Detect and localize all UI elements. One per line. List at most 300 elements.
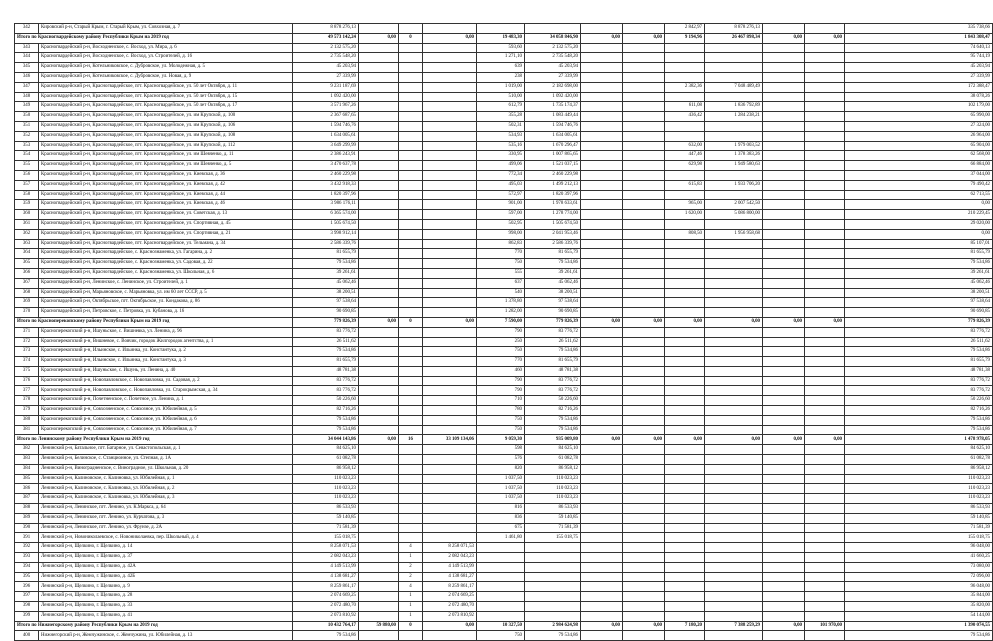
cell-col-q: 8 258 071,53 — [423, 543, 477, 553]
cell-col-z: 335 738,66 — [845, 24, 993, 34]
cell-col-p — [399, 141, 423, 151]
cell-col-x — [763, 357, 805, 367]
cell-col-p — [399, 112, 423, 122]
cell-col-q — [423, 131, 477, 141]
cell-area-b — [665, 170, 705, 180]
cell-col-p — [399, 288, 423, 298]
cell-col-q — [423, 494, 477, 504]
cell-area-b — [665, 357, 705, 367]
cell-area-b — [665, 131, 705, 141]
cell-area-b: 965,00 — [665, 200, 705, 210]
cell-col-y — [805, 553, 845, 563]
cell-address: Ленинский р-н, Ленинское, пгт. Ленино, ул. Фрунзе, д. 2А — [39, 523, 293, 533]
cell-row-number: 384 — [15, 464, 39, 474]
cell-col-q — [423, 288, 477, 298]
cell-cost-b — [705, 582, 763, 592]
cell-cost-b: 0,00 — [705, 317, 763, 327]
cell-cost-b: 7 048 489,49 — [705, 82, 763, 92]
cell-row-number: 365 — [15, 259, 39, 269]
cell-col-z: 79 534,86 — [845, 259, 993, 269]
cell-col-x — [763, 484, 805, 494]
table-row — [15, 445, 993, 455]
cell-col-o — [359, 210, 399, 220]
cell-col-u — [623, 278, 665, 288]
cell-col-z: 66 884,00 — [845, 161, 993, 171]
table-row — [15, 190, 993, 200]
cell-cost-b — [705, 396, 763, 406]
cell-row-number: 354 — [15, 151, 39, 161]
cell-col-y — [805, 337, 845, 347]
cell-col-o — [359, 161, 399, 171]
cell-col-o — [359, 298, 399, 308]
cell-col-p — [399, 445, 423, 455]
cell-row-number: 344 — [15, 53, 39, 63]
cell-col-u — [623, 415, 665, 425]
cell-col-p: 0 — [399, 317, 423, 327]
cell-col-x — [763, 347, 805, 357]
cell-col-u — [623, 582, 665, 592]
cell-total-cost: 3 432 918,33 — [293, 180, 359, 190]
cell-col-u — [623, 562, 665, 572]
cell-col-y — [805, 357, 845, 367]
cell-cost-b — [705, 415, 763, 425]
cell-col-p — [399, 121, 423, 131]
cell-area-a: 502,31 — [477, 121, 525, 131]
cell-total-cost: 79 534,86 — [293, 415, 359, 425]
cell-col-t — [581, 513, 623, 523]
cell-col-x — [763, 170, 805, 180]
cell-col-z: 97 538,64 — [845, 298, 993, 308]
cell-col-y — [805, 582, 845, 592]
cell-area-b — [665, 533, 705, 543]
cell-col-q — [423, 53, 477, 63]
cell-row-number: 387 — [15, 494, 39, 504]
cell-address: Ленинский р-н, Щелкино, г. Щелкино, д. 14 — [39, 543, 293, 553]
cell-address: Ленинский р-н, Щелкино, г. Щелкино, д. 28 — [39, 592, 293, 602]
cell-row-number: 375 — [15, 366, 39, 376]
cell-area-a: 750 — [477, 259, 525, 269]
cell-col-z: 102 179,00 — [845, 102, 993, 112]
cell-cost-a: 1 978 633,61 — [525, 200, 581, 210]
cell-total-cost: 27 339,99 — [293, 72, 359, 82]
cell-address: Красноперекопский р-н, Новопавловское, с. Новопавловка, ул. Старокрымская, д. 34 — [39, 386, 293, 396]
cell-cost-a: 39 261,61 — [525, 268, 581, 278]
cell-col-q — [423, 357, 477, 367]
cell-cost-a: 2 460 229,98 — [525, 170, 581, 180]
cell-col-y — [805, 523, 845, 533]
cell-col-t — [581, 602, 623, 612]
cell-col-u — [623, 259, 665, 269]
cell-cost-b — [705, 121, 763, 131]
cell-area-a: 1 271,10 — [477, 53, 525, 63]
cell-col-x — [763, 239, 805, 249]
cell-cost-b — [705, 474, 763, 484]
cell-cost-a: 83 776,72 — [525, 327, 581, 337]
cell-total-cost: 79 534,86 — [293, 631, 359, 641]
cell-col-q — [423, 249, 477, 259]
cell-address: Красногвардейский р-н, Красногвардейское, пгт. Красногвардейское, ул. Киевская, д. 44 — [39, 190, 293, 200]
cell-col-y — [805, 455, 845, 465]
cell-cost-b — [705, 543, 763, 553]
cell-cost-a: 83 776,72 — [525, 376, 581, 386]
cell-address: Красноперекопский р-н, Совхозненское, с. Совхозное, ул. Юбилейная, д. 5 — [39, 406, 293, 416]
cell-col-o — [359, 415, 399, 425]
cell-col-q — [423, 504, 477, 514]
cell-area-a: 572,97 — [477, 190, 525, 200]
cell-col-t — [581, 112, 623, 122]
cell-col-x — [763, 288, 805, 298]
cell-row-number: 367 — [15, 278, 39, 288]
cell-address: Ленинский р-н, Калиновское, с. Калиновка, ул. Юбилейная, д. 1 — [39, 474, 293, 484]
cell-col-z: 65 990,00 — [845, 112, 993, 122]
cell-cost-b — [705, 92, 763, 102]
cell-cost-b — [705, 533, 763, 543]
cell-total-cost: 83 776,72 — [293, 386, 359, 396]
cell-col-z: 73 080,00 — [845, 562, 993, 572]
cell-col-o — [359, 347, 399, 357]
table-row — [15, 357, 993, 367]
cell-col-z: 83 776,72 — [845, 376, 993, 386]
cell-address: Красногвардейский р-н, Восходненское, с. Восход, ул. Мира, д. 6 — [39, 43, 293, 53]
cell-cost-a: 2 586 339,76 — [525, 239, 581, 249]
cell-col-z: 79 534,86 — [845, 347, 993, 357]
cell-col-q — [423, 24, 477, 34]
cell-address: Красногвардейский р-н, Красногвардейское, пгт. Красногвардейское, ул. 50 лет Октября, д. 15 — [39, 92, 293, 102]
cell-area-a: 9 059,30 — [477, 435, 525, 445]
cell-col-x: 0,00 — [763, 621, 805, 631]
cell-col-u — [623, 347, 665, 357]
cell-col-p — [399, 631, 423, 641]
cell-col-t — [581, 200, 623, 210]
cell-address: Ленинский р-н, Ленинское, пгт. Ленино, ул. К.Маркса, д. 64 — [39, 504, 293, 514]
cell-row-number: 349 — [15, 102, 39, 112]
cell-col-t — [581, 582, 623, 592]
cell-col-y — [805, 288, 845, 298]
cell-col-o — [359, 151, 399, 161]
cell-col-q — [423, 239, 477, 249]
cell-area-a: 780 — [477, 406, 525, 416]
cell-address: Ленинский р-н, Щелкино, г. Щелкино, д. 37 — [39, 553, 293, 563]
cell-area-a: 499,06 — [477, 161, 525, 171]
cell-col-q — [423, 63, 477, 73]
cell-cost-b: 26 467 898,34 — [705, 33, 763, 43]
cell-cost-b: 0,00 — [705, 435, 763, 445]
cell-col-u — [623, 376, 665, 386]
cell-cost-b — [705, 553, 763, 563]
cell-col-y: 0,00 — [805, 33, 845, 43]
cell-col-t — [581, 406, 623, 416]
cell-total-cost: 10 432 764,17 — [293, 621, 359, 631]
cell-col-t — [581, 161, 623, 171]
cell-area-b — [665, 553, 705, 563]
cell-area-b — [665, 366, 705, 376]
cell-col-p: 1 — [399, 611, 423, 621]
cell-cost-a: 90 690,85 — [525, 308, 581, 318]
cell-row-number: 352 — [15, 131, 39, 141]
cell-address: Красногвардейский р-н, Красногвардейское, пгт. Красногвардейское, ул. Тельмана, д. 34 — [39, 239, 293, 249]
cell-col-z: 155 018,75 — [845, 533, 993, 543]
cell-col-x — [763, 553, 805, 563]
cell-col-x — [763, 611, 805, 621]
cell-cost-a: 48 781,38 — [525, 366, 581, 376]
cell-area-b — [665, 445, 705, 455]
table-row — [15, 92, 993, 102]
cell-col-u — [623, 72, 665, 82]
cell-col-z: 83 776,72 — [845, 327, 993, 337]
cell-total-cost: 90 690,85 — [293, 308, 359, 318]
cell-cost-b — [705, 366, 763, 376]
cell-row-number: 369 — [15, 298, 39, 308]
cell-total-cost: 38 200,51 — [293, 288, 359, 298]
cell-col-u — [623, 112, 665, 122]
cell-col-z: 65 904,00 — [845, 141, 993, 151]
cell-col-z: 62 713,55 — [845, 190, 993, 200]
cell-cost-a: 84 625,10 — [525, 445, 581, 455]
cell-area-b — [665, 63, 705, 73]
cell-col-u — [623, 121, 665, 131]
cell-col-x: 0,00 — [763, 435, 805, 445]
cell-col-q — [423, 229, 477, 239]
cell-col-q: 4 138 681,27 — [423, 572, 477, 582]
cell-row-number: 348 — [15, 92, 39, 102]
cell-total-cost: 2 586 339,76 — [293, 239, 359, 249]
cell-col-x — [763, 327, 805, 337]
cell-col-u — [623, 53, 665, 63]
cell-total-cost: 2 386 243,91 — [293, 151, 359, 161]
cell-address: Нижнегорский р-н, Жемчужинское, с. Жемчужина, ул. Юбилейная, д. 13 — [39, 631, 293, 641]
cell-col-x — [763, 572, 805, 582]
cell-cost-b — [705, 386, 763, 396]
table-row — [15, 63, 993, 73]
cell-col-t — [581, 121, 623, 131]
cell-col-x — [763, 464, 805, 474]
cell-col-o — [359, 102, 399, 112]
cell-area-a: 639 — [477, 63, 525, 73]
cell-col-q — [423, 180, 477, 190]
cell-col-y — [805, 200, 845, 210]
cell-col-o — [359, 366, 399, 376]
cell-address: Ленинский р-н, Щелкино, г. Щелкино, д. 33 — [39, 602, 293, 612]
cell-col-q — [423, 327, 477, 337]
cell-col-q — [423, 386, 477, 396]
cell-row-number: 343 — [15, 43, 39, 53]
cell-col-z: 110 023,23 — [845, 484, 993, 494]
total-row — [15, 621, 993, 631]
cell-col-x — [763, 376, 805, 386]
cell-col-u — [623, 357, 665, 367]
cell-col-q — [423, 298, 477, 308]
cell-col-u — [623, 190, 665, 200]
cell-col-p — [399, 484, 423, 494]
cell-total-cost: 2 735 548,20 — [293, 53, 359, 63]
cell-total-cost: 48 781,38 — [293, 366, 359, 376]
cell-col-u — [623, 219, 665, 229]
cell-col-t — [581, 572, 623, 582]
cell-col-t — [581, 24, 623, 34]
cell-area-a: 597,00 — [477, 210, 525, 220]
cell-row-number: 389 — [15, 513, 39, 523]
cell-area-b — [665, 474, 705, 484]
cell-cost-a: 61 082,78 — [525, 455, 581, 465]
cell-col-z: 90 690,85 — [845, 308, 993, 318]
cell-area-a: 675 — [477, 523, 525, 533]
cell-cost-a: 79 534,86 — [525, 347, 581, 357]
cell-col-p — [399, 376, 423, 386]
cell-cost-b — [705, 592, 763, 602]
cell-col-t — [581, 288, 623, 298]
cell-col-x — [763, 190, 805, 200]
cell-col-t — [581, 102, 623, 112]
cell-col-q — [423, 631, 477, 641]
cell-area-b — [665, 562, 705, 572]
cell-col-u — [623, 43, 665, 53]
cell-col-y — [805, 249, 845, 259]
cell-col-x — [763, 24, 805, 34]
cell-col-y — [805, 494, 845, 504]
cell-cost-b: 8 878 276,13 — [705, 24, 763, 34]
cell-cost-b — [705, 464, 763, 474]
cell-col-z: 74 640,13 — [845, 43, 993, 53]
cell-total-cost: 1 092 420,00 — [293, 92, 359, 102]
cell-col-z: 26 511,62 — [845, 337, 993, 347]
cell-col-u — [623, 523, 665, 533]
cell-cost-a: 1 278 774,00 — [525, 210, 581, 220]
cell-col-q — [423, 151, 477, 161]
cell-cost-a: 79 534,86 — [525, 415, 581, 425]
cell-row-number: 381 — [15, 425, 39, 435]
cell-area-b — [665, 592, 705, 602]
cell-area-b — [665, 513, 705, 523]
cell-col-t — [581, 259, 623, 269]
cell-col-u: 0,00 — [623, 33, 665, 43]
cell-row-number: 372 — [15, 337, 39, 347]
cell-area-b: 2 382,36 — [665, 82, 705, 92]
cell-col-x — [763, 63, 805, 73]
cell-col-y — [805, 464, 845, 474]
table-row — [15, 562, 993, 572]
cell-row-number: 380 — [15, 415, 39, 425]
table-row — [15, 180, 993, 190]
cell-col-x — [763, 337, 805, 347]
cell-address: Красноперекопский р-н, Ильинское, с. Ильинка, ул. Константука, д. 3 — [39, 357, 293, 367]
cell-col-z: 95 744,19 — [845, 53, 993, 63]
cell-col-z: 172 388,47 — [845, 82, 993, 92]
cell-col-z: 83 776,72 — [845, 386, 993, 396]
cell-col-z: 79 534,86 — [845, 425, 993, 435]
cell-address: Красногвардейский р-н, Красногвардейское, пгт. Красногвардейское, ул. им Шевченко, д. 5 — [39, 161, 293, 171]
cell-col-z: 26 964,00 — [845, 131, 993, 141]
cell-col-z: 54 144,00 — [845, 611, 993, 621]
cell-cost-a: 86 533,93 — [525, 504, 581, 514]
cell-col-q: 0,00 — [423, 33, 477, 43]
cell-address: Красноперекопский р-н, Почетненское, с. Почетное, ул. Ленина, д. 1 — [39, 396, 293, 406]
cell-col-u — [623, 445, 665, 455]
table-row — [15, 533, 993, 543]
cell-col-y — [805, 210, 845, 220]
cell-row-number: 355 — [15, 161, 39, 171]
cell-cost-a: 50 226,60 — [525, 396, 581, 406]
cell-area-a: 534,93 — [477, 131, 525, 141]
cell-col-p — [399, 406, 423, 416]
cell-address: Красногвардейский р-н, Красногвардейское, пгт. Красногвардейское, ул. Киевская, д. 42 — [39, 180, 293, 190]
table-row — [15, 631, 993, 641]
cell-col-z: 85 107,01 — [845, 239, 993, 249]
cell-total-cost: 3 986 176,11 — [293, 200, 359, 210]
cell-col-t — [581, 327, 623, 337]
cell-col-o: 0,00 — [359, 33, 399, 43]
cell-col-z: 110 023,23 — [845, 494, 993, 504]
cell-col-y — [805, 268, 845, 278]
cell-col-t — [581, 63, 623, 73]
cell-area-b: 436,42 — [665, 112, 705, 122]
cell-col-u: 0,00 — [623, 621, 665, 631]
cell-col-x — [763, 131, 805, 141]
cell-col-q: 8 259 861,17 — [423, 582, 477, 592]
cell-area-a: 998,00 — [477, 229, 525, 239]
cell-col-o — [359, 543, 399, 553]
cell-col-z: 79 534,86 — [845, 415, 993, 425]
cell-col-q — [423, 102, 477, 112]
cell-address: Красногвардейский р-н, Красногвардейское, с. Краснознаменка, ул. Садовая, д. 22 — [39, 259, 293, 269]
cell-address: Красноперекопский р-н, Новопавловское, с. Новопавловка, ул. Садовая, д. 2 — [39, 376, 293, 386]
cell-col-t — [581, 445, 623, 455]
cell-col-u — [623, 210, 665, 220]
cell-col-z: 96 048,00 — [845, 543, 993, 553]
cell-address: Красногвардейский р-н, Ленинское, с. Ленинское, ул. Строителей, д. 1 — [39, 278, 293, 288]
cell-row-number: 376 — [15, 376, 39, 386]
table-row — [15, 455, 993, 465]
cell-address: Красногвардейский р-н, Красногвардейское, пгт. Красногвардейское, ул. Спортивная, д. 21 — [39, 229, 293, 239]
cell-col-t — [581, 611, 623, 621]
cell-col-t — [581, 631, 623, 641]
cell-row-number: 382 — [15, 445, 39, 455]
cell-area-a: 790 — [477, 327, 525, 337]
cell-col-p — [399, 464, 423, 474]
cell-cost-a: 79 534,86 — [525, 631, 581, 641]
cell-cost-a — [525, 582, 581, 592]
cell-col-u — [623, 180, 665, 190]
cell-row-number: 383 — [15, 455, 39, 465]
cell-total-cost: 8 258 071,53 — [293, 543, 359, 553]
cell-col-p — [399, 474, 423, 484]
cell-total-cost: 45 062,46 — [293, 278, 359, 288]
cell-address: Красногвардейский р-н, Красногвардейское, пгт. Красногвардейское, ул. им Крупской, д. 108 — [39, 131, 293, 141]
cell-cost-b — [705, 455, 763, 465]
cell-col-p — [399, 210, 423, 220]
cell-col-p — [399, 347, 423, 357]
cell-col-x — [763, 425, 805, 435]
cell-col-x — [763, 141, 805, 151]
cell-col-y — [805, 82, 845, 92]
cell-area-a — [477, 562, 525, 572]
cell-col-z: 779 826,39 — [845, 317, 993, 327]
cell-cost-b: 1 933 706,20 — [705, 180, 763, 190]
cell-total-cost: 34 044 143,86 — [293, 435, 359, 445]
cell-col-p: 0 — [399, 621, 423, 631]
cell-col-u — [623, 572, 665, 582]
cell-total-cost: 4 149 513,99 — [293, 562, 359, 572]
cell-col-t — [581, 543, 623, 553]
cell-total-cost: 2 074 669,25 — [293, 592, 359, 602]
table-row — [15, 396, 993, 406]
cell-total-cost: 779 826,39 — [293, 317, 359, 327]
cell-address: Красноперекопский р-н, Совхозненское, с. Совхозное, ул. Юбилейная, д. 7 — [39, 425, 293, 435]
cell-col-t — [581, 229, 623, 239]
cell-area-b — [665, 219, 705, 229]
cell-col-p — [399, 131, 423, 141]
cell-col-u — [623, 288, 665, 298]
cell-col-p — [399, 190, 423, 200]
